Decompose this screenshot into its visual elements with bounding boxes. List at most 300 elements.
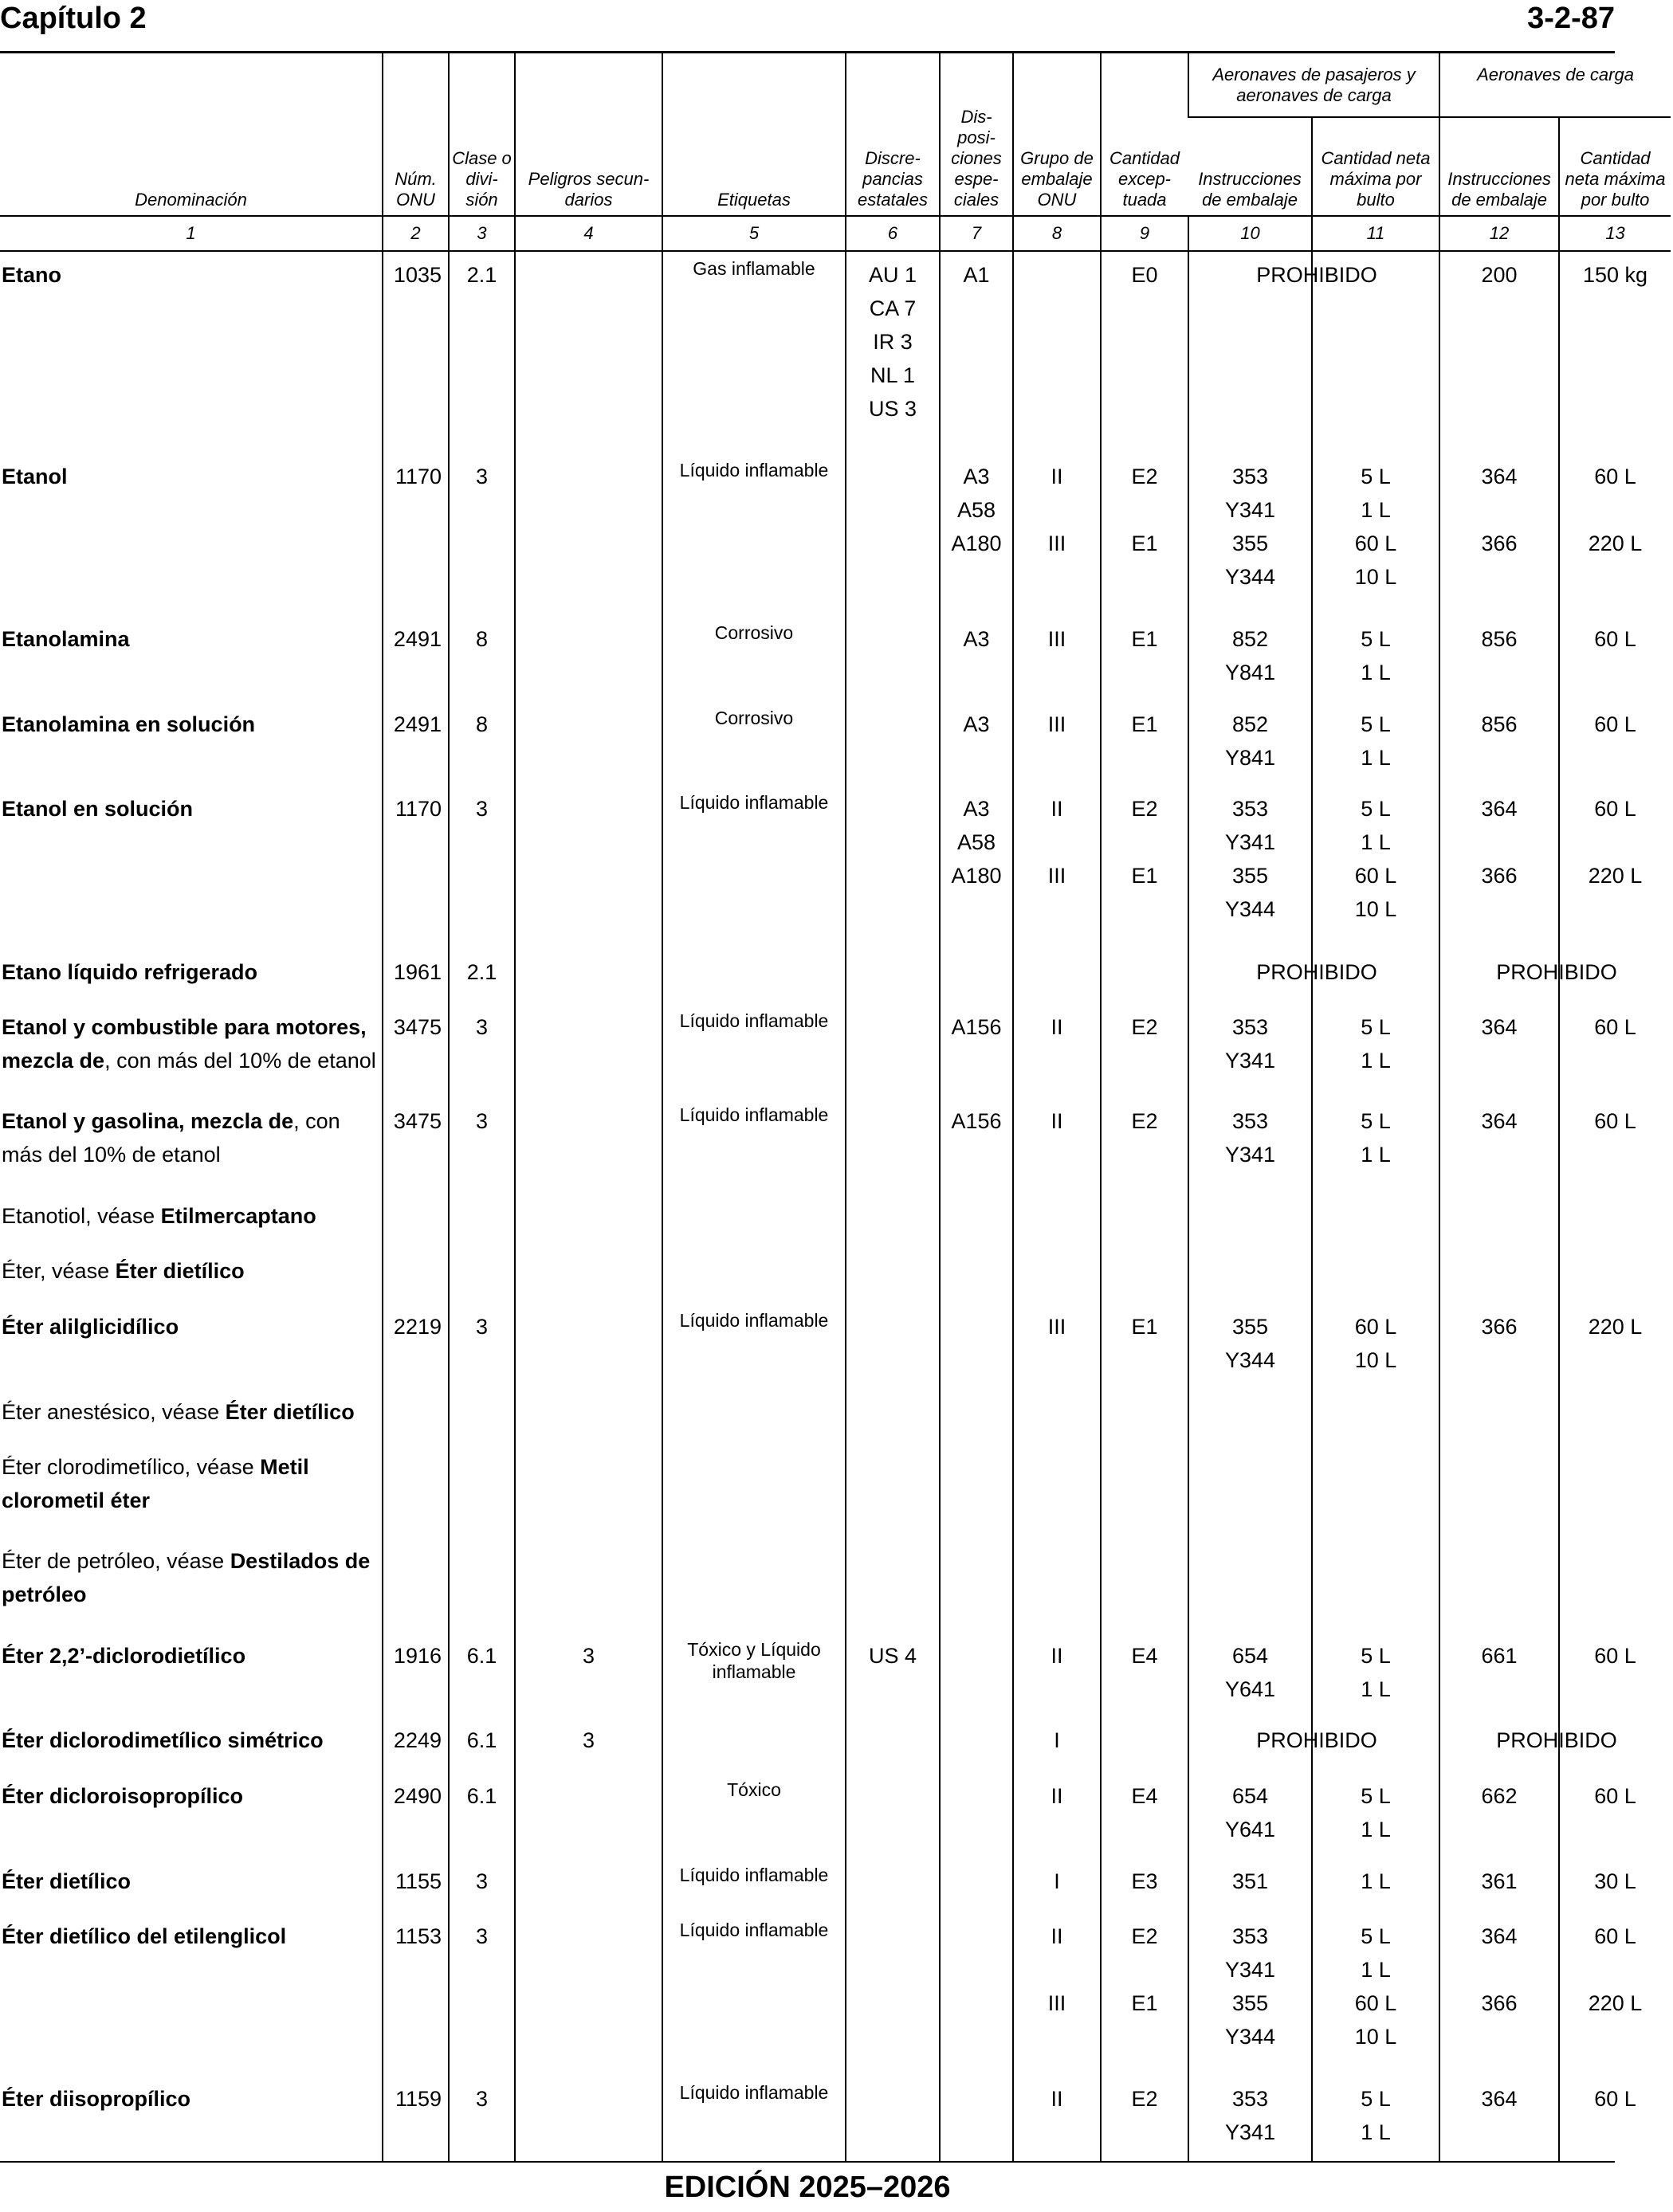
cell-line: 353 [1231,1015,1269,1040]
col-number: 1 [0,216,383,251]
disposiciones-cell [940,1248,1013,1304]
cant-pasajeros-cell [1312,1248,1439,1304]
cell-line: 60 L [1594,1924,1636,1949]
peligros-cell: 3 [515,1717,662,1773]
cant-pasajeros-cell [1312,616,1439,701]
cell-line [1102,826,1188,859]
etiquetas-cell [662,1389,846,1445]
cell-line: E4 [1131,1783,1158,1808]
prohibido-pasajeros: PROHIBIDO [1256,1728,1377,1753]
clase-cell: 2.1 [449,949,515,1005]
peligros-cell [515,786,662,948]
table-row [0,616,1671,701]
discrepancias-cell [846,1773,940,1858]
cell-line: Y344 [1224,2025,1276,2049]
col-number: 13 [1559,216,1671,251]
num-onu-cell [383,1248,449,1304]
table-row [0,1913,1671,2076]
clase-cell: 8 [449,616,515,701]
cell-line: 30 L [1594,1869,1636,1893]
col-discrepancias-header: Discre- pancias estatales [846,53,940,216]
footer-rule [0,2161,1615,2163]
cell-line: 220 L [1588,531,1643,555]
instr-pasajeros-cell [1188,1389,1312,1445]
disposiciones-cell [940,1538,1013,1632]
disposiciones-cell [940,251,1013,453]
table-row [0,1633,1671,1718]
denominacion-cell [0,949,383,1005]
grupo-cell [1013,701,1101,786]
disposiciones-cell [940,1444,1013,1538]
peligros-cell [515,701,662,786]
grupo-cell [1013,251,1101,453]
table-row [0,701,1671,786]
cell-line: 60 L [1354,1314,1397,1339]
clase-cell [449,1193,515,1249]
cell-line: 200 [1481,263,1518,287]
clase-cell: 3 [449,2076,515,2161]
num-onu-cell: 2249 [383,1717,449,1773]
col-number: 8 [1013,216,1101,251]
table-row [0,1538,1671,1632]
discrepancias-cell [846,1858,940,1914]
cell-line: IR 3 [873,330,913,354]
peligros-cell [515,949,662,1005]
instr-carga-cell [1439,251,1559,453]
disposiciones-cell [940,949,1013,1005]
discrepancias-cell [846,1248,940,1304]
disposiciones-cell [940,1389,1013,1445]
grupo-cell [1013,1717,1101,1773]
peligros-cell [515,1004,662,1098]
grupo-cell [1013,1444,1101,1538]
column-number-row [0,216,1671,251]
num-onu-cell: 1170 [383,453,449,616]
cell-line: E1 [1131,1991,1158,2016]
grupo-cell [1013,1098,1101,1192]
cell-line: 364 [1481,1109,1518,1134]
col-number: 4 [515,216,662,251]
discrepancias-cell [846,786,940,948]
cell-line [1440,1953,1558,1986]
cantidad-exceptuada-cell [1101,786,1188,948]
cell-line: 364 [1481,797,1518,822]
cell-line: 10 L [1354,2025,1397,2049]
discrepancias-cell [846,949,940,1005]
cell-line: II [1051,1643,1063,1668]
instr-carga-cell [1439,786,1559,948]
peligros-cell [515,251,662,453]
name-bold: Éter dietílico del etilenglicol [2,1924,287,1949]
cell-line: 5 L [1361,1109,1391,1134]
cell-line: A180 [951,864,1002,888]
disposiciones-cell [940,453,1013,616]
cell-line: III [1047,531,1066,555]
cell-line: 5 L [1361,2087,1391,2112]
grupo-cell [1013,453,1101,616]
cell-line: NL 1 [870,363,916,387]
clase-cell [449,1248,515,1304]
cell-line: Y344 [1224,897,1276,922]
cell-line: US 4 [868,1643,917,1668]
instr-carga-cell [1439,1004,1559,1098]
instr-pasajeros-cell [1188,2076,1312,2161]
disposiciones-cell [940,1858,1013,1914]
cant-carga-cell [1559,701,1671,786]
cantidad-exceptuada-cell [1101,1444,1188,1538]
cant-pasajeros-cell [1312,1193,1439,1249]
instr-pasajeros-cell [1188,1248,1312,1304]
name-text: Éter, véase [2,1259,116,1284]
cell-line: 364 [1481,1015,1518,1040]
cell-line: 1 L [1361,745,1391,770]
cell-line: 654 [1231,1643,1269,1668]
etiquetas-cell [662,1193,846,1249]
table-row [0,453,1671,616]
col-number: 5 [662,216,846,251]
cantidad-exceptuada-cell [1101,1248,1188,1304]
clase-cell [449,1389,515,1445]
etiquetas-cell: Tóxico [662,1773,846,1858]
cell-line: Y641 [1224,1817,1276,1841]
cell-line: 60 L [1594,712,1636,736]
cell-line: II [1051,2087,1063,2112]
cell-line: 220 L [1588,864,1643,888]
cantidad-exceptuada-cell [1101,1717,1188,1773]
table-row [0,949,1671,1005]
cell-line: 355 [1231,864,1269,888]
instr-carga-cell [1439,1248,1559,1304]
cell-line: 5 L [1361,627,1391,652]
cell-line: 364 [1481,2087,1518,2112]
instr-carga-cell [1439,1773,1559,1858]
cant-carga-cell [1559,1389,1671,1445]
grupo-cell [1013,1389,1101,1445]
disposiciones-cell [940,1913,1013,2076]
cell-line: E2 [1131,1015,1158,1040]
instr-pasajeros-cell [1188,1304,1312,1389]
cell-line: I [1054,1869,1060,1893]
col-number: 9 [1101,216,1188,251]
discrepancias-cell [846,2076,940,2161]
name-bold: Etanolamina [2,627,130,652]
discrepancias-cell [846,251,940,453]
prohibido-pasajeros: PROHIBIDO [1256,263,1377,287]
cell-line: E1 [1131,531,1158,555]
etiquetas-cell: Líquido inflamable [662,2076,846,2161]
cant-carga-cell [1559,1098,1671,1192]
cell-line: 856 [1481,627,1518,652]
num-onu-cell: 3475 [383,1098,449,1192]
disposiciones-cell [940,1098,1013,1192]
cant-carga-cell [1559,251,1671,453]
cell-line: III [1047,712,1066,736]
instr-carga-cell [1439,1304,1559,1389]
peligros-cell [515,1389,662,1445]
num-onu-cell [383,1538,449,1632]
cantidad-exceptuada-cell [1101,2076,1188,2161]
cell-line: E3 [1131,1869,1158,1893]
cell-line: E4 [1131,1643,1158,1668]
cell-line: II [1051,1783,1063,1808]
cell-line: Y341 [1224,1049,1276,1073]
table-row [0,1004,1671,1098]
cantidad-exceptuada-cell [1101,251,1188,453]
cell-line: II [1051,1109,1063,1134]
cant-pasajeros-cell [1312,1538,1439,1632]
denominacion-cell [0,1304,383,1389]
cant-pasajeros-cell [1312,1633,1439,1718]
denominacion-cell [0,1773,383,1858]
grupo-cell [1013,616,1101,701]
col-number: 10 [1188,216,1312,251]
cell-line: Y341 [1224,2120,1276,2145]
cell-line: 1 L [1361,2120,1391,2145]
cell-line: A156 [951,1109,1002,1134]
num-onu-cell [383,1444,449,1538]
table-row [0,1098,1671,1192]
cant-carga-cell [1559,616,1671,701]
instr-carga-cell [1439,1633,1559,1718]
name-bold: Éter dicloroisopropílico [2,1783,244,1808]
cant-carga-cell [1559,1304,1671,1389]
name-bold: Etano [2,263,62,287]
cell-line: Y841 [1224,661,1276,685]
cell-line: 355 [1231,1991,1269,2016]
table-row [0,1444,1671,1538]
cell-line: Y341 [1224,830,1276,855]
num-onu-cell: 1170 [383,786,449,948]
peligros-cell [515,453,662,616]
discrepancias-cell [846,1538,940,1632]
cell-line: 355 [1231,531,1269,555]
cell-line: Y344 [1224,1347,1276,1372]
cantidad-exceptuada-cell [1101,949,1188,1005]
table-row [0,1304,1671,1389]
cantidad-exceptuada-cell [1101,1004,1188,1098]
cell-line: A156 [951,1015,1002,1040]
cell-line: II [1051,797,1063,822]
clase-cell: 3 [449,1858,515,1914]
num-onu-cell: 2490 [383,1773,449,1858]
cell-line: US 3 [868,397,917,421]
group-header-pasajeros: Aeronaves de pasajeros y aeronaves de carga [1188,53,1439,117]
etiquetas-cell: Líquido inflamable [662,786,846,948]
cantidad-exceptuada-cell [1101,1633,1188,1718]
denominacion-cell [0,453,383,616]
cantidad-exceptuada-cell [1101,453,1188,616]
name-bold: Etanolamina en solución [2,712,256,736]
num-onu-cell: 2219 [383,1304,449,1389]
cell-line: 1 L [1361,497,1391,522]
disposiciones-cell [940,2076,1013,2161]
cell-line: 60 L [1594,1643,1636,1668]
disposiciones-cell [940,616,1013,701]
cell-line [1102,493,1188,527]
instr-carga-cell [1439,1717,1617,1773]
num-onu-cell: 1159 [383,2076,449,2161]
col-number: 11 [1312,216,1439,251]
name-text: , con más del 10% de etanol [104,1049,376,1073]
name-bold: Éter alilglicidílico [2,1314,179,1339]
denominacion-cell [0,1633,383,1718]
instr-pasajeros-cell [1188,786,1312,948]
col-cantidad-exceptuada-header: Cantidad excep- tuada [1101,53,1188,216]
clase-cell: 3 [449,1913,515,2076]
grupo-cell [1013,786,1101,948]
cell-line: Y641 [1224,1677,1276,1701]
disposiciones-cell [940,1773,1013,1858]
peligros-cell [515,616,662,701]
instr-pasajeros-cell [1188,1858,1312,1914]
name-bold: Éter dietílico [225,1399,355,1424]
discrepancias-cell [846,1913,940,2076]
denominacion-cell [0,1098,383,1192]
cell-line: 661 [1481,1643,1518,1668]
name-text: Éter de petróleo, véase [2,1549,230,1574]
grupo-cell [1013,1193,1101,1249]
cell-line: 852 [1231,712,1269,736]
cell-line: A1 [963,263,990,287]
cell-line: A3 [963,627,990,652]
name-bold: Éter diclorodimetílico simétrico [2,1728,324,1753]
clase-cell: 6.1 [449,1717,515,1773]
cell-line: 5 L [1361,1015,1391,1040]
table-row [0,1858,1671,1914]
peligros-cell [515,1193,662,1249]
cell-line: A3 [963,712,990,736]
cant-pasajeros-cell [1312,1444,1439,1538]
discrepancias-cell [846,1193,940,1249]
discrepancias-cell [846,616,940,701]
denominacion-cell [0,1717,383,1773]
col-cant-carga-header: Cantidad neta máxima por bulto [1559,117,1671,216]
cell-line: A58 [956,497,996,522]
instr-pasajeros-cell [1188,1773,1312,1858]
grupo-cell [1013,1004,1101,1098]
clase-cell: 2.1 [449,251,515,453]
grupo-cell [1013,1913,1101,2076]
grupo-cell [1013,949,1101,1005]
disposiciones-cell [940,1004,1013,1098]
cell-line: Y341 [1224,1143,1276,1167]
col-clase-header: Clase o divi- sión [449,53,515,216]
cell-line [1440,826,1558,859]
cant-pasajeros-cell [1312,1004,1439,1098]
disposiciones-cell [940,1717,1013,1773]
name-bold: Éter dietílico [2,1869,132,1893]
cant-pasajeros-cell [1312,786,1439,948]
name-bold: Etanol y combustible para motores, mezcla de [2,1015,367,1073]
denominacion-cell [0,2076,383,2161]
cantidad-exceptuada-cell [1101,701,1188,786]
etiquetas-cell: Líquido inflamable [662,453,846,616]
clase-cell: 6.1 [449,1633,515,1718]
cell-line [1014,1953,1100,1986]
col-num-onu-header: Núm. ONU [383,53,449,216]
cell-line: 5 L [1361,1924,1391,1949]
cell-line: 5 L [1361,797,1391,822]
instr-carga-cell [1439,1389,1559,1445]
cell-line: 10 L [1354,1347,1397,1372]
cant-carga-cell [1559,786,1671,948]
cell-line: 10 L [1354,897,1397,922]
num-onu-cell: 1155 [383,1858,449,1914]
cell-line: CA 7 [869,296,917,320]
cell-line: 366 [1481,864,1518,888]
instr-pasajeros-cell [1188,1098,1312,1192]
instr-pasajeros-cell [1188,251,1377,453]
col-number: 7 [940,216,1013,251]
cell-line: 355 [1231,1314,1269,1339]
cell-line: E2 [1131,1924,1158,1949]
cant-pasajeros-cell [1312,2076,1439,2161]
cell-line: 150 kg [1582,263,1648,287]
cell-line: 220 L [1588,1991,1643,2016]
name-text: Éter clorodimetílico, véase [2,1455,261,1480]
disposiciones-cell [940,1304,1013,1389]
etiquetas-cell: Líquido inflamable [662,1304,846,1389]
instr-pasajeros-cell [1188,1538,1312,1632]
cell-line [1014,826,1100,859]
cell-line: 353 [1231,1109,1269,1134]
cell-line: 5 L [1361,1783,1391,1808]
num-onu-cell: 1153 [383,1913,449,2076]
denominacion-cell [0,786,383,948]
denominacion-cell [0,1193,383,1249]
grupo-cell [1013,1304,1101,1389]
grupo-cell [1013,1248,1101,1304]
table-row [0,251,1671,453]
discrepancias-cell [846,1444,940,1538]
denominacion-cell [0,1858,383,1914]
col-number: 12 [1439,216,1559,251]
cant-carga-cell [1559,2076,1671,2161]
prohibido-carga: PROHIBIDO [1496,959,1617,984]
table-body [0,251,1671,2161]
etiquetas-cell: Líquido inflamable [662,1913,846,2076]
etiquetas-cell [662,1538,846,1632]
instr-pasajeros-cell [1188,453,1312,616]
instr-carga-cell [1439,2076,1559,2161]
instr-pasajeros-cell [1188,701,1312,786]
num-onu-cell: 1961 [383,949,449,1005]
cell-line: 366 [1481,1991,1518,2016]
cantidad-exceptuada-cell [1101,616,1188,701]
disposiciones-cell [940,786,1013,948]
name-bold: Etano líquido refrigerado [2,959,258,984]
etiquetas-cell: Corrosivo [662,616,846,701]
denominacion-cell [0,1389,383,1445]
cant-pasajeros-cell [1312,1913,1439,2076]
cell-line: E2 [1131,2087,1158,2112]
instr-pasajeros-cell [1188,616,1312,701]
denominacion-cell [0,1913,383,2076]
peligros-cell [515,1098,662,1192]
table-row [0,1773,1671,1858]
cell-line: 60 L [1594,627,1636,652]
cant-carga-cell [1559,1248,1671,1304]
cant-pasajeros-cell [1312,1858,1439,1914]
cell-line: 60 L [1594,1109,1636,1134]
cell-line: 353 [1231,1924,1269,1949]
cell-line [1102,1953,1188,1986]
col-number: 6 [846,216,940,251]
denominacion-cell [0,1538,383,1632]
peligros-cell [515,1913,662,2076]
instr-carga-cell [1439,1858,1559,1914]
num-onu-cell [383,1389,449,1445]
